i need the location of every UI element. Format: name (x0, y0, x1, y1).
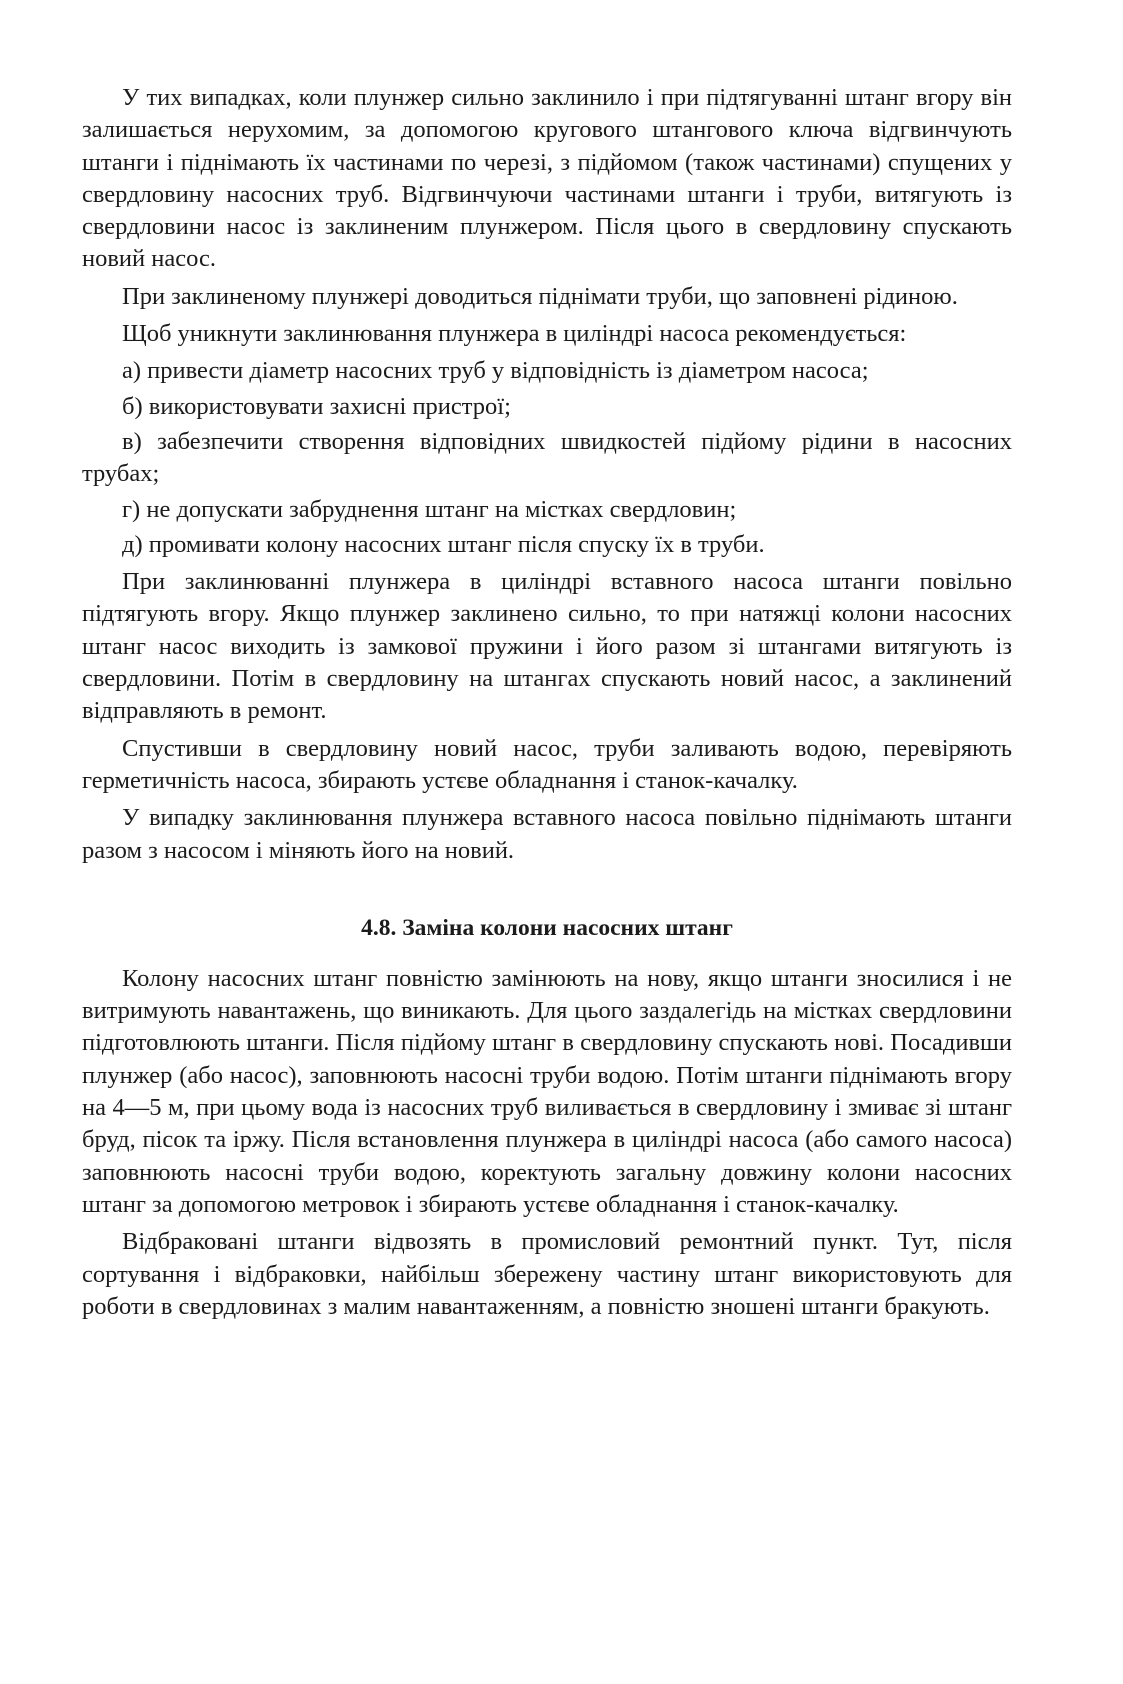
list-item: в) забезпечити створення відповідних швидкостей підйому рідини в насосних трубах; (82, 427, 1012, 488)
paragraph: Відбраковані штанги відвозять в промисловий ремонтний пункт. Тут, після сортування і відбраковки, найбільш збережену частину штанг використовують для роботи в свердловинах з малим навантаженням, а повністю зношені штанги бракують. (82, 1228, 1012, 1320)
list-item: а) привести діаметр насосних труб у відповідність із діаметром насоса; (122, 357, 869, 385)
paragraph: У тих випадках, коли плунжер сильно заклинило і при підтягуванні штанг вгору він залишається нерухомим, за допомогою кругового штангового ключа відгвинчують штанги і піднімають їх частинами по черезі, з підйомом (також частинами) спущених у свердловину насосних труб. Відгвинчуючи частинами штанги і труби, витягують із свердловини насос із заклиненим плунжером. Після цього в свердловину спускають новий насос. (82, 84, 1012, 273)
list-item: г) не допускати забруднення штанг на містках свердловин; (122, 495, 737, 523)
paragraph: Колону насосних штанг повністю замінюють на нову, якщо штанги зносилися і не витримують навантажень, що виникають. Для цього заздалегідь на містках свердловини підготовлюють штанги. Після підйому штанг в свердловину спускають нові. Посадивши плунжер (або насос), заповнюють насосні труби водою. Потім штанги піднімають вгору на 4—5 м, при цьому вода із насосних труб виливається в свердловину і змиває зі штанг бруд, пісок та іржу. Після встановлення плунжера в циліндрі насоса (або самого насоса) заповнюють насосні труби водою, коректують загальну довжину колони насосних штанг за допомогою метровок і збирають устєве обладнання і станок-качалку. (82, 964, 1012, 1218)
section-heading: 4.8. Заміна колони насосних штанг (361, 914, 733, 941)
paragraph: Щоб уникнути заклинювання плунжера в циліндрі насоса рекомендується: (122, 320, 907, 348)
document-page (82, 82, 1012, 1328)
paragraph: При заклинюванні плунжера в циліндрі вставного насоса штанги повільно підтягують вгору. Якщо плунжер заклинено сильно, то при натяжці колони насосних штанг насос виходить із замкової пружини і його разом зі штангами витягують із свердловини. Потім в свердловину на штангах спускають новий насос, а заклинений відправляють в ремонт. (82, 568, 1012, 725)
list-item: д) промивати колону насосних штанг після спуску їх в труби. (122, 530, 765, 558)
paragraph: Спустивши в свердловину новий насос, труби заливають водою, перевіряють герметичність насоса, збирають устєве обладнання і станок-качалку. (82, 734, 1012, 794)
paragraph: У випадку заклинювання плунжера вставного насоса повільно піднімають штанги разом з насосом і міняють його на новий. (82, 804, 1012, 864)
paragraph: При заклиненому плунжері доводиться піднімати труби, що заповнені рідиною. (122, 282, 958, 310)
list-item: б) використовувати захисні пристрої; (122, 392, 511, 420)
